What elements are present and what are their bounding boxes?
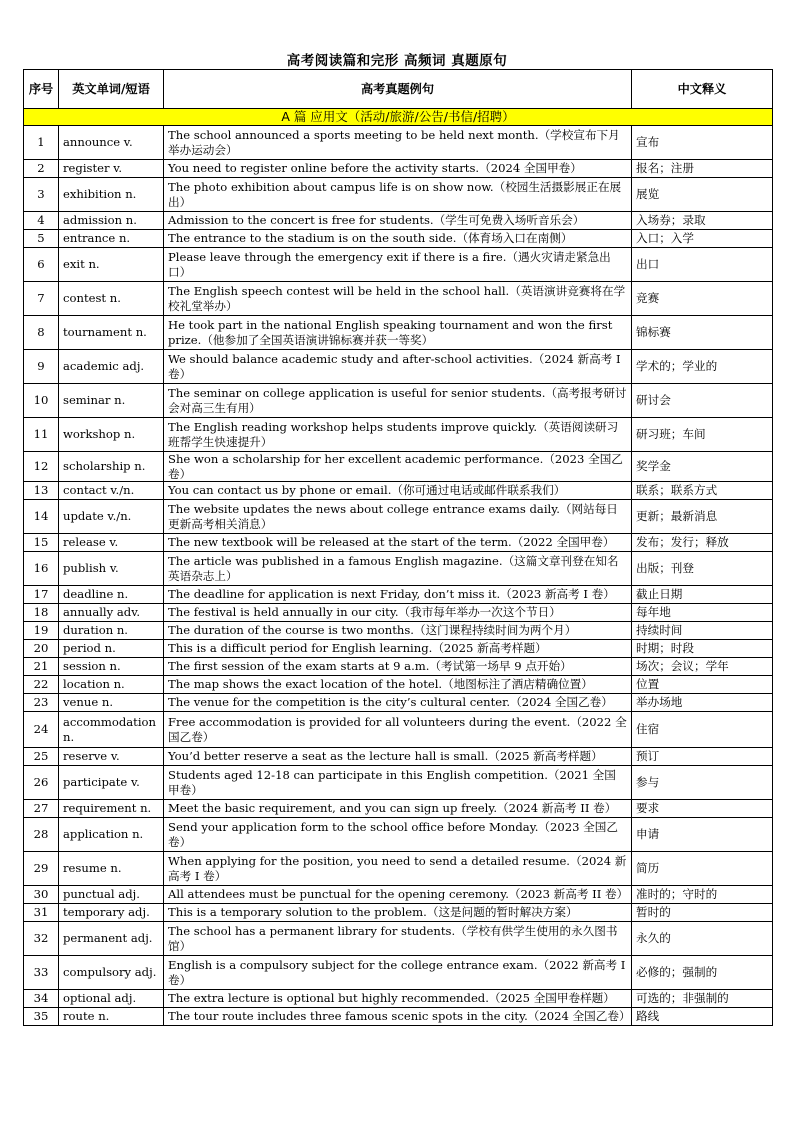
row-word: academic adj.	[59, 350, 164, 384]
row-example: He took part in the national English speaking tournament and won the first prize.（他参加了全国英语演讲锦标赛并获一等奖）	[164, 316, 632, 350]
row-example: We should balance academic study and after-school activities.（2024 新高考 I 卷）	[164, 350, 632, 384]
row-example: When applying for the position, you need to send a detailed resume.（2024 新高考 I 卷）	[164, 852, 632, 886]
table-row	[24, 552, 773, 586]
table-row	[24, 818, 773, 852]
row-word: punctual adj.	[59, 886, 164, 904]
row-number: 14	[24, 500, 59, 534]
row-example: The school announced a sports meeting to be held next month.（学校宣布下月举办运动会）	[164, 126, 632, 160]
row-number: 15	[24, 534, 59, 552]
row-example: All attendees must be punctual for the opening ceremony.（2023 新高考 II 卷）	[164, 886, 632, 904]
row-number: 32	[24, 922, 59, 956]
row-example: The festival is held annually in our city.（我市每年举办一次这个节日）	[164, 604, 632, 622]
row-meaning: 研习班；车间	[632, 418, 773, 452]
table-row	[24, 384, 773, 418]
row-meaning: 暂时的	[632, 904, 773, 922]
row-meaning: 预订	[632, 748, 773, 766]
row-example: She won a scholarship for her excellent academic performance.（2023 全国乙卷）	[164, 452, 632, 482]
row-number: 24	[24, 712, 59, 748]
row-number: 30	[24, 886, 59, 904]
vocab-table	[23, 69, 773, 1026]
row-word: announce v.	[59, 126, 164, 160]
row-example: The school has a permanent library for students.（学校有供学生使用的永久图书馆）	[164, 922, 632, 956]
row-number: 6	[24, 248, 59, 282]
table-row	[24, 886, 773, 904]
row-word: duration n.	[59, 622, 164, 640]
row-example: The tour route includes three famous scenic spots in the city.（2024 全国乙卷）	[164, 1008, 632, 1026]
row-meaning: 奖学金	[632, 452, 773, 482]
row-number: 11	[24, 418, 59, 452]
row-example: The website updates the news about college entrance exams daily.（网站每日更新高考相关消息）	[164, 500, 632, 534]
row-meaning: 宣布	[632, 126, 773, 160]
table-row	[24, 748, 773, 766]
row-meaning: 竞赛	[632, 282, 773, 316]
row-meaning: 学术的；学业的	[632, 350, 773, 384]
row-word: seminar n.	[59, 384, 164, 418]
row-meaning: 每年地	[632, 604, 773, 622]
row-word: release v.	[59, 534, 164, 552]
row-number: 1	[24, 126, 59, 160]
row-word: update v./n.	[59, 500, 164, 534]
row-example: Please leave through the emergency exit if there is a fire.（遇火灾请走紧急出口）	[164, 248, 632, 282]
table-row	[24, 160, 773, 178]
row-meaning: 发布；发行；释放	[632, 534, 773, 552]
row-meaning: 锦标赛	[632, 316, 773, 350]
row-meaning: 永久的	[632, 922, 773, 956]
row-word: reserve v.	[59, 748, 164, 766]
row-meaning: 要求	[632, 800, 773, 818]
row-example: The venue for the competition is the city’s cultural center.（2024 全国乙卷）	[164, 694, 632, 712]
row-number: 4	[24, 212, 59, 230]
row-example: The photo exhibition about campus life is on show now.（校园生活摄影展正在展出）	[164, 178, 632, 212]
row-number: 27	[24, 800, 59, 818]
row-number: 23	[24, 694, 59, 712]
row-word: contest n.	[59, 282, 164, 316]
row-meaning: 举办场地	[632, 694, 773, 712]
table-row	[24, 676, 773, 694]
table-row	[24, 418, 773, 452]
table-row	[24, 586, 773, 604]
row-number: 13	[24, 482, 59, 500]
row-meaning: 出口	[632, 248, 773, 282]
row-number: 25	[24, 748, 59, 766]
row-word: location n.	[59, 676, 164, 694]
row-number: 31	[24, 904, 59, 922]
row-example: The entrance to the stadium is on the south side.（体育场入口在南侧）	[164, 230, 632, 248]
row-meaning: 研讨会	[632, 384, 773, 418]
table-row	[24, 350, 773, 384]
row-number: 26	[24, 766, 59, 800]
row-word: requirement n.	[59, 800, 164, 818]
row-meaning: 联系；联系方式	[632, 482, 773, 500]
table-row	[24, 500, 773, 534]
row-word: temporary adj.	[59, 904, 164, 922]
row-word: accommodation n.	[59, 712, 164, 748]
row-meaning: 住宿	[632, 712, 773, 748]
table-row	[24, 248, 773, 282]
row-example: You need to register online before the activity starts.（2024 全国甲卷）	[164, 160, 632, 178]
row-meaning: 准时的；守时的	[632, 886, 773, 904]
row-number: 18	[24, 604, 59, 622]
row-number: 8	[24, 316, 59, 350]
table-row	[24, 904, 773, 922]
row-number: 9	[24, 350, 59, 384]
table-row	[24, 604, 773, 622]
row-example: English is a compulsory subject for the college entrance exam.（2022 新高考 I 卷）	[164, 956, 632, 990]
row-word: venue n.	[59, 694, 164, 712]
row-number: 17	[24, 586, 59, 604]
row-word: compulsory adj.	[59, 956, 164, 990]
row-word: session n.	[59, 658, 164, 676]
row-meaning: 简历	[632, 852, 773, 886]
table-row	[24, 766, 773, 800]
row-number: 10	[24, 384, 59, 418]
row-number: 19	[24, 622, 59, 640]
row-meaning: 时期；时段	[632, 640, 773, 658]
section-row	[24, 109, 773, 126]
table-row	[24, 712, 773, 748]
table-row	[24, 800, 773, 818]
table-row	[24, 990, 773, 1008]
row-word: entrance n.	[59, 230, 164, 248]
table-row	[24, 622, 773, 640]
row-word: permanent adj.	[59, 922, 164, 956]
row-number: 3	[24, 178, 59, 212]
row-meaning: 场次；会议；学年	[632, 658, 773, 676]
table-row	[24, 852, 773, 886]
row-meaning: 位置	[632, 676, 773, 694]
row-number: 12	[24, 452, 59, 482]
row-meaning: 路线	[632, 1008, 773, 1026]
row-word: route n.	[59, 1008, 164, 1026]
table-row	[24, 212, 773, 230]
table-row	[24, 534, 773, 552]
table-row	[24, 658, 773, 676]
row-word: contact v./n.	[59, 482, 164, 500]
row-word: admission n.	[59, 212, 164, 230]
table-row	[24, 316, 773, 350]
row-word: tournament n.	[59, 316, 164, 350]
row-meaning: 持续时间	[632, 622, 773, 640]
row-meaning: 更新；最新消息	[632, 500, 773, 534]
row-example: The English speech contest will be held in the school hall.（英语演讲竞赛将在学校礼堂举办）	[164, 282, 632, 316]
table-row	[24, 922, 773, 956]
row-word: resume n.	[59, 852, 164, 886]
row-number: 28	[24, 818, 59, 852]
table-row	[24, 452, 773, 482]
row-word: workshop n.	[59, 418, 164, 452]
row-meaning: 报名；注册	[632, 160, 773, 178]
table-row	[24, 178, 773, 212]
row-word: optional adj.	[59, 990, 164, 1008]
row-word: exhibition n.	[59, 178, 164, 212]
row-number: 16	[24, 552, 59, 586]
row-number: 33	[24, 956, 59, 990]
row-meaning: 入口；入学	[632, 230, 773, 248]
row-example: Students aged 12-18 can participate in this English competition.（2021 全国甲卷）	[164, 766, 632, 800]
row-example: The map shows the exact location of the hotel.（地图标注了酒店精确位置）	[164, 676, 632, 694]
table-row	[24, 482, 773, 500]
row-example: The article was published in a famous English magazine.（这篇文章刊登在知名英语杂志上）	[164, 552, 632, 586]
row-example: The new textbook will be released at the start of the term.（2022 全国甲卷）	[164, 534, 632, 552]
row-word: exit n.	[59, 248, 164, 282]
row-word: publish v.	[59, 552, 164, 586]
page-title: 高考阅读篇和完形 高频词 真题原句	[286, 53, 508, 69]
row-meaning: 展览	[632, 178, 773, 212]
row-example: The first session of the exam starts at 9 a.m.（考试第一场早 9 点开始）	[164, 658, 632, 676]
table-header-row	[24, 70, 773, 109]
header-word: 英文单词/短语	[59, 70, 164, 109]
row-meaning: 参与	[632, 766, 773, 800]
row-example: This is a temporary solution to the problem.（这是问题的暂时解决方案）	[164, 904, 632, 922]
header-example: 高考真题例句	[164, 70, 632, 109]
row-number: 29	[24, 852, 59, 886]
row-example: Meet the basic requirement, and you can sign up freely.（2024 新高考 II 卷）	[164, 800, 632, 818]
row-number: 22	[24, 676, 59, 694]
section-title: A 篇 应用文（活动/旅游/公告/书信/招聘）	[24, 109, 773, 126]
row-number: 21	[24, 658, 59, 676]
row-meaning: 入场券；录取	[632, 212, 773, 230]
header-meaning: 中文释义	[632, 70, 773, 109]
row-word: application n.	[59, 818, 164, 852]
row-example: The deadline for application is next Friday, don’t miss it.（2023 新高考 I 卷）	[164, 586, 632, 604]
row-example: Send your application form to the school office before Monday.（2023 全国乙卷）	[164, 818, 632, 852]
row-number: 5	[24, 230, 59, 248]
table-row	[24, 282, 773, 316]
row-word: period n.	[59, 640, 164, 658]
row-meaning: 出版；刊登	[632, 552, 773, 586]
row-number: 35	[24, 1008, 59, 1026]
table-row	[24, 1008, 773, 1026]
row-number: 20	[24, 640, 59, 658]
row-example: This is a difficult period for English learning.（2025 新高考样题）	[164, 640, 632, 658]
row-example: You can contact us by phone or email.（你可通过电话或邮件联系我们）	[164, 482, 632, 500]
row-number: 2	[24, 160, 59, 178]
row-example: Free accommodation is provided for all volunteers during the event.（2022 全国乙卷）	[164, 712, 632, 748]
table-row	[24, 126, 773, 160]
row-word: register v.	[59, 160, 164, 178]
row-word: participate v.	[59, 766, 164, 800]
row-number: 34	[24, 990, 59, 1008]
table-row	[24, 230, 773, 248]
row-example: The seminar on college application is useful for senior students.（高考报考研讨会对高三生有用）	[164, 384, 632, 418]
row-word: deadline n.	[59, 586, 164, 604]
row-meaning: 可选的；非强制的	[632, 990, 773, 1008]
table-row	[24, 956, 773, 990]
row-meaning: 申请	[632, 818, 773, 852]
row-word: scholarship n.	[59, 452, 164, 482]
row-meaning: 必修的；强制的	[632, 956, 773, 990]
table-row	[24, 640, 773, 658]
row-number: 7	[24, 282, 59, 316]
row-example: Admission to the concert is free for students.（学生可免费入场听音乐会）	[164, 212, 632, 230]
table-row	[24, 694, 773, 712]
row-example: The English reading workshop helps students improve quickly.（英语阅读研习班帮学生快速提升）	[164, 418, 632, 452]
row-word: annually adv.	[59, 604, 164, 622]
row-example: You’d better reserve a seat as the lecture hall is small.（2025 新高考样题）	[164, 748, 632, 766]
header-num: 序号	[24, 70, 59, 109]
row-example: The extra lecture is optional but highly recommended.（2025 全国甲卷样题）	[164, 990, 632, 1008]
row-meaning: 截止日期	[632, 586, 773, 604]
row-example: The duration of the course is two months.（这门课程持续时间为两个月）	[164, 622, 632, 640]
